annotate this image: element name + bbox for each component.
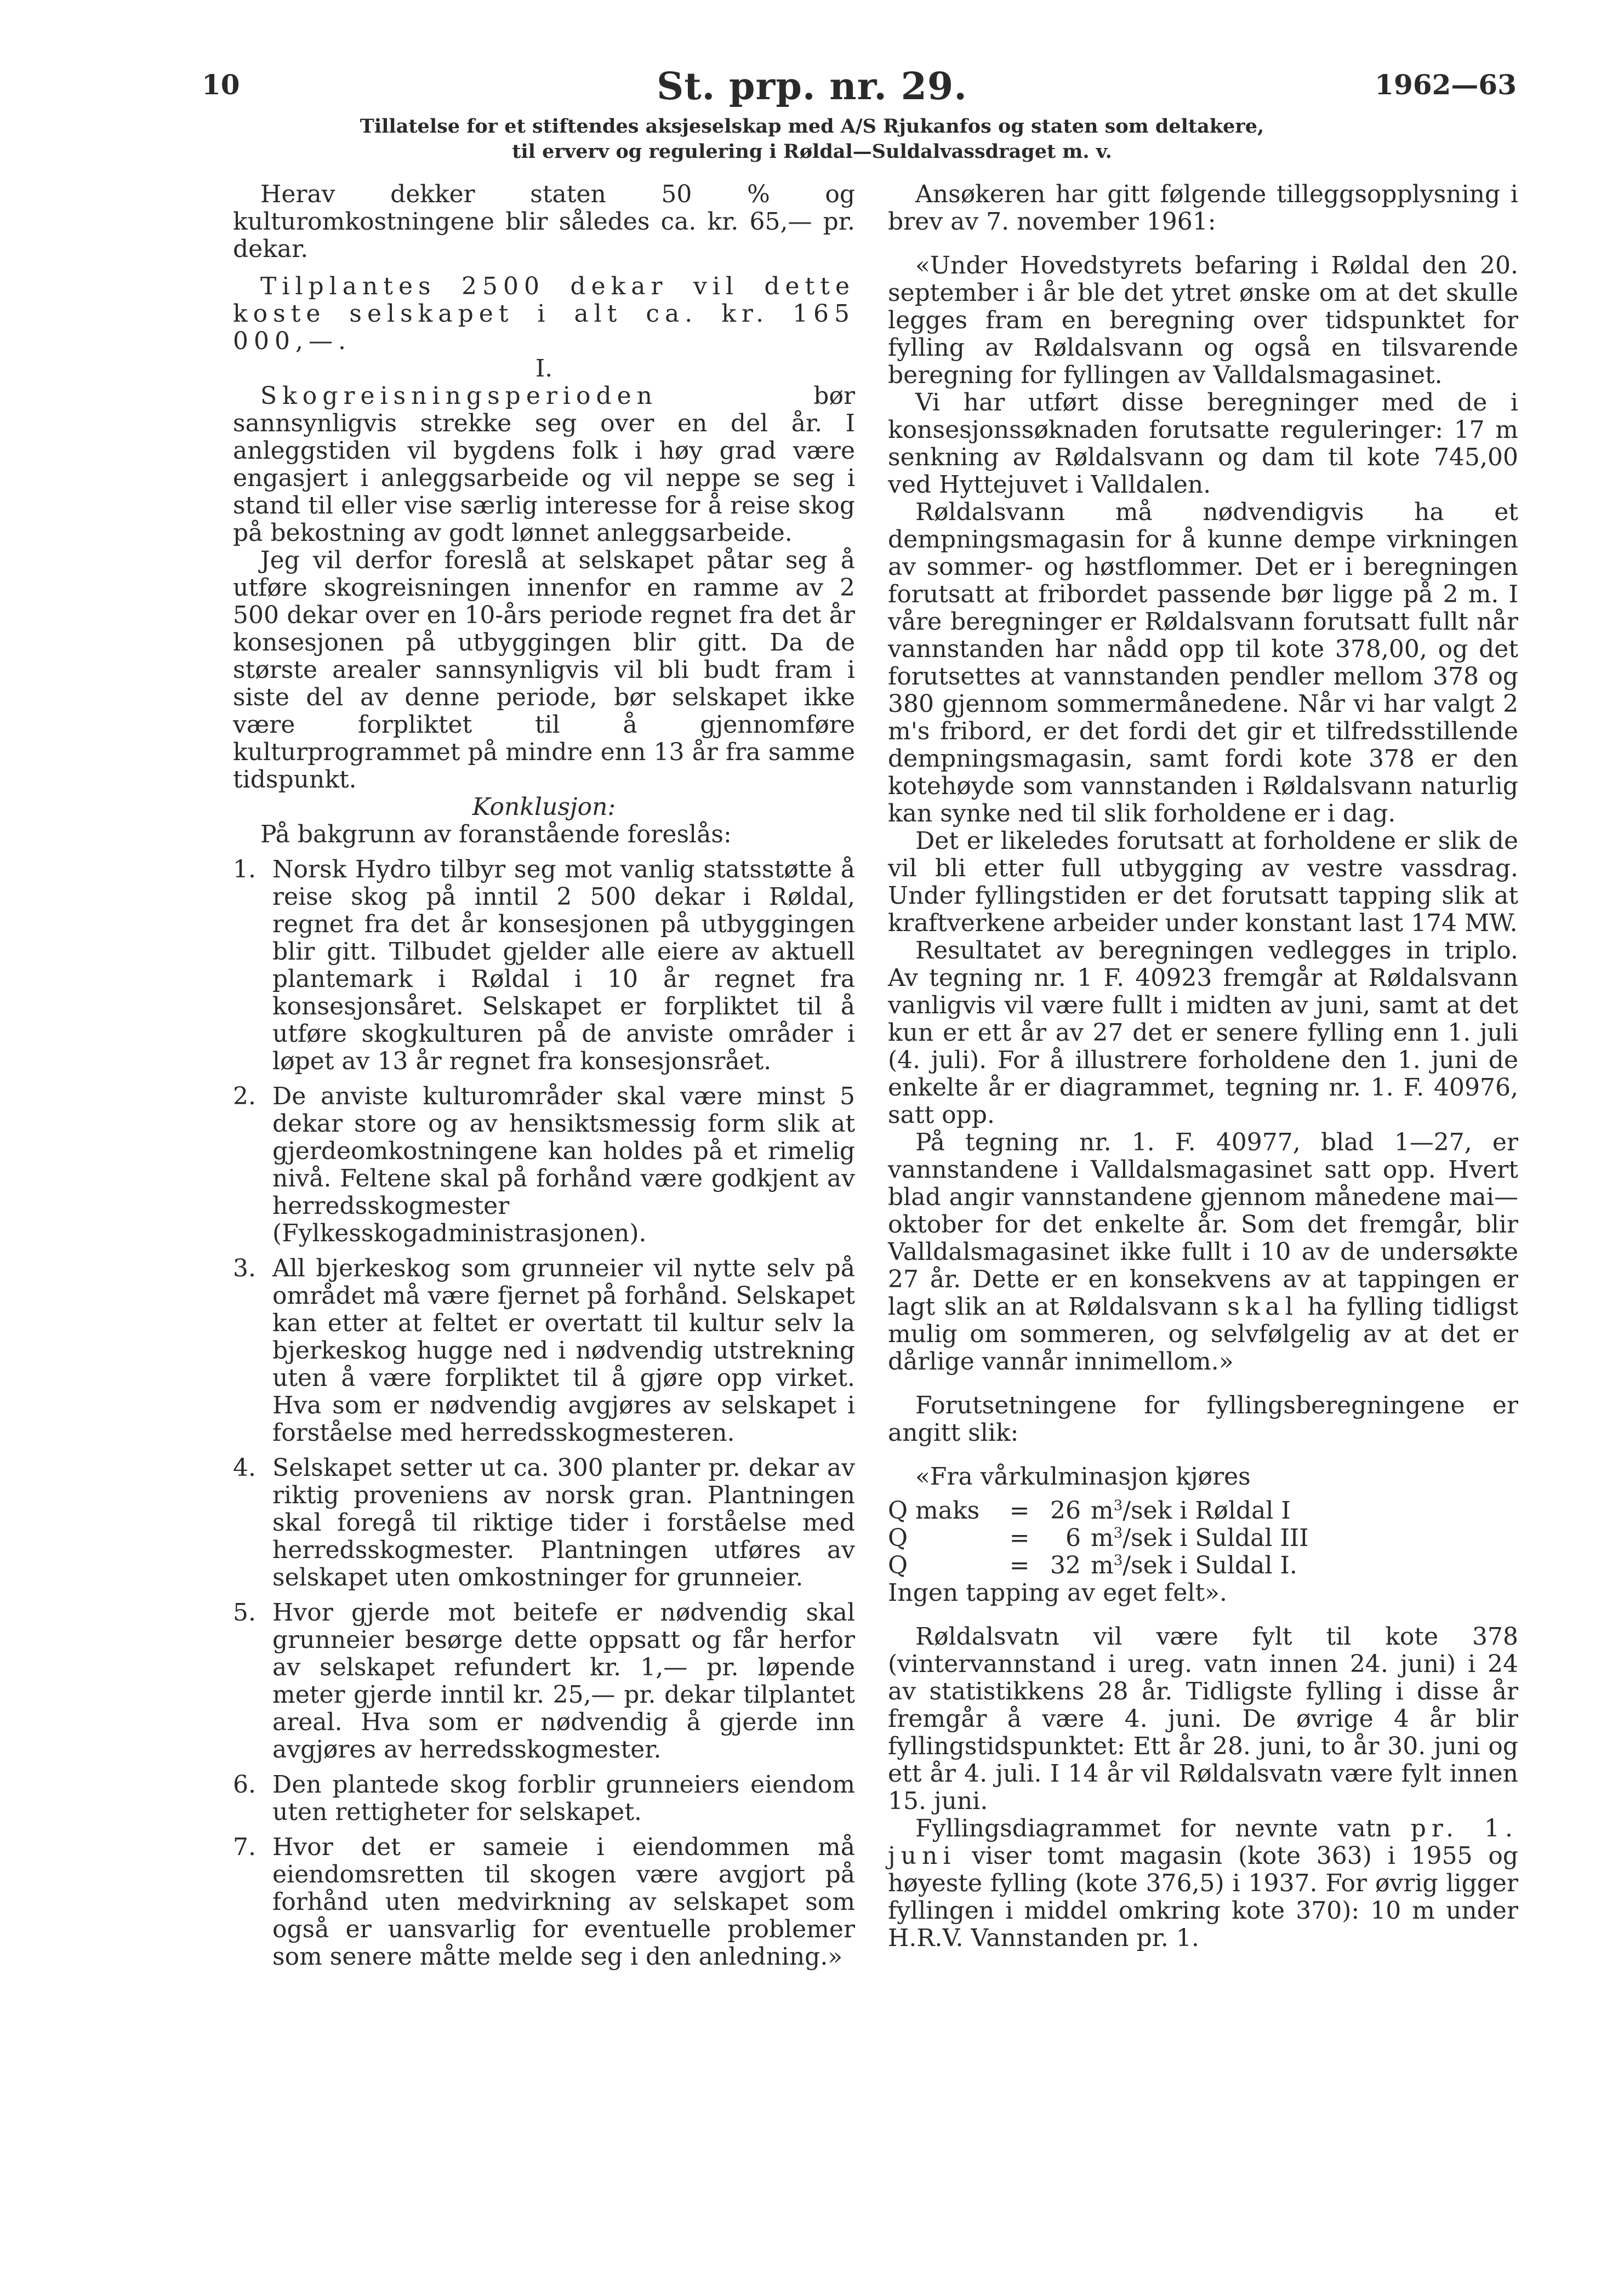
flow-formula-block	[888, 1497, 1518, 1579]
page-number: 10	[202, 69, 240, 101]
formula-row	[888, 1552, 1518, 1579]
formula-exponent: 3	[1113, 1552, 1123, 1569]
formula-equals: =	[1009, 1497, 1030, 1525]
paragraph-cost-share: Herav dekker staten 50 % og kulturomkostningene blir således ca. kr. 65,— pr. dekar.	[233, 180, 855, 263]
formula-equals: =	[1009, 1524, 1030, 1552]
formula-value: 6	[1065, 1524, 1081, 1552]
formula-symbol: Q maks	[888, 1497, 980, 1525]
quote-inspection: «Under Hovedstyrets befaring i Røldal den 20. september i år ble det ytret ønske om at det skulle legges fram en beregning over tidspunktet for fylling av Røldalsvann og også en tilsvarende beregning for fyllingen av Valldalsmagasinet.	[888, 252, 1518, 389]
formula-location: /sek i Røldal I	[1122, 1497, 1291, 1525]
formula-unit: m	[1091, 1551, 1114, 1579]
formula-exponent: 3	[1113, 1497, 1123, 1514]
list-item	[233, 1083, 855, 1247]
conclusion-heading: Konklusjon:	[472, 793, 616, 821]
item-number: 7.	[233, 1833, 256, 1861]
item-number: 1.	[233, 855, 256, 883]
formula-symbol: Q	[888, 1524, 908, 1552]
paragraph-text: bør sannsynligvis strekke seg over en del år. I anleggstiden vil bygdens folk i høy grad være engasjert i anleggsarbeide og vil neppe se seg i stand til eller vise særlig interesse for å reise skog på bekostning av godt lønnet anleggsarbeide.	[233, 382, 855, 547]
formula-location: /sek i Suldal I.	[1122, 1551, 1297, 1579]
list-item	[233, 856, 855, 1075]
subtitle-line-2: til erverv og regulering i Røldal—Suldalvassdraget m. v.	[512, 140, 1112, 163]
item-number: 5.	[233, 1599, 256, 1627]
item-text: Hvor gjerde mot beitefe er nødvendig skal grunneier besørge dette oppsatt og får herfor av selskapet refundert kr. 1,— pr. løpende meter gjerde inntil kr. 25,— pr. dekar tilplantet areal. Hva som er nødvendig å gjerde inn avgjøres av herredsskogmester.	[272, 1599, 855, 1764]
document-subtitle	[0, 114, 1624, 164]
formula-symbol: Q	[888, 1551, 908, 1579]
paragraph-text: Fyllingsdiagrammet for nevnte vatn	[915, 1815, 1411, 1842]
formula-location: /sek i Suldal III	[1122, 1524, 1309, 1552]
item-text: Norsk Hydro tilbyr seg mot vanlig statsstøtte å reise skog på inntil 2 500 dekar i Røldal, regnet fra det år konsesjonen på utbyggingen blir gitt. Tilbudet gjelder alle eiere av aktuell plantemark i Røldal i 10 år regnet fra konsesjonsåret. Selskapet er forpliktet til å utføre skogkulturen på de anviste områder i løpet av 13 år regnet fra konsesjonsrået.	[272, 855, 855, 1075]
paragraph-results: Resultatet av beregningen vedlegges in triplo. Av tegning nr. 1 F. 40923 fremgår at Røldalsvann vanligvis vil være fullt i midten av juni, samt at det kun er ett år av 27 det er senere fylling enn 1. juli (4. juli). For å illustrere forholdene den 1. juni de enkelte år er diagrammet, tegning nr. 1. F. 40976, satt opp.	[888, 937, 1518, 1129]
conclusion-intro: På bakgrunn av foranstående foreslås:	[260, 820, 732, 848]
formula-equals: =	[1009, 1551, 1030, 1579]
document-title: St. prp. nr. 29.	[657, 65, 967, 109]
paragraph-total-cost: Tilplantes 2500 dekar vil dette koste selskapet i alt ca. kr. 165 000,—.	[233, 272, 855, 355]
item-number: 3.	[233, 1254, 256, 1282]
formula-value: 26	[1050, 1497, 1081, 1525]
spaced-emphasis: skal	[1227, 1293, 1298, 1321]
formula-value: 32	[1050, 1551, 1081, 1579]
item-number: 6.	[233, 1771, 256, 1799]
paragraph-text: ha fylling tidligst mulig om sommeren, og selvfølgelig av at det er dårlige vannår innimellom.»	[888, 1293, 1519, 1376]
paragraph-text: På tegning nr. 1. F. 40977, blad 1—27, er vannstandene i Valldalsmagasinet satt opp. Hvert blad angir vannstandene gjennom månedene mai—oktober for det enkelte år. Som det fremgår, blir Valldalsmagasinet ikke fullt i 10 av de undersøkte 27 år. Dette er en konsekvens av at tappingen er lagt slik an at Røldalsvann	[888, 1128, 1518, 1321]
item-text: Hvor det er sameie i eiendommen må eiendomsretten til skogen være avgjort på forhånd uten medvirkning av selskapet som også er uansvarlig for eventuelle problemer som senere måtte melde seg i den anledning.»	[272, 1833, 855, 1971]
right-column	[888, 181, 1518, 1952]
paragraph-text: viser tomt magasin (kote 363) i 1955 og høyeste fylling (kote 376,5) i 1937. For øvrig ligger fyllingen i middel omkring kote 370): 10 m under H.R.V. Vannstanden pr. 1.	[888, 1842, 1518, 1952]
item-number: 2.	[233, 1082, 256, 1110]
session-years: 1962—63	[1375, 69, 1517, 101]
paragraph-filling-diagram	[888, 1815, 1518, 1952]
list-item	[233, 1255, 855, 1447]
paragraph-reforestation-period	[233, 383, 855, 547]
list-item	[233, 1454, 855, 1591]
quote-spring-culmination: «Fra vårkulminasjon kjøres	[915, 1463, 1251, 1491]
list-item	[233, 1771, 855, 1826]
formula-unit: m	[1091, 1524, 1114, 1552]
formula-row	[888, 1525, 1518, 1552]
section-number: I.	[535, 355, 553, 383]
paragraph-proposal: Jeg vil derfor foreslå at selskapet påtar seg å utføre skogreisningen innenfor en ramme av 2 500 dekar over en 10-års periode regnet fra det år konsesjonen på utbyggingen blir gitt. Da de største arealer sannsynligvis vil bli budt fram i siste del av denne periode, bør selskapet ikke være forpliktet til å gjennomføre kulturprogrammet på mindre enn 13 år fra samme tidspunkt.	[233, 546, 855, 794]
paragraph-applicant-info: Ansøkeren har gitt følgende tilleggsopplysning i brev av 7. november 1961:	[888, 180, 1518, 236]
paragraph-premises: Forutsetningene for fyllingsberegningene er angitt slik:	[888, 1391, 1518, 1447]
item-text: Den plantede skog forblir grunneiers eiendom uten rettigheter for selskapet.	[272, 1771, 855, 1826]
formula-exponent: 3	[1113, 1525, 1123, 1542]
spaced-emphasis: pr. 1. juni	[888, 1815, 1518, 1870]
paragraph-damping-reservoir: Røldalsvann må nødvendigvis ha et dempningsmagasin for å kunne dempe virkningen av sommer- og høstflommer. Det er i beregningen forutsatt at fribordet passende bør ligge på 2 m. I våre beregninger er Røldalsvann forutsatt fullt når vannstanden har nådd opp til kote 378,00, og det forutsettes at vannstanden pendler mellom 378 og 380 gjennom sommermånedene. Når vi har valgt 2 m's fribord, er det fordi det gir et tilfredsstillende dempningsmagasin, samt fordi kote 378 er den kotehøyde som vannstanden i Røldalsvann naturlig kan synke ned til slik forholdene er i dag.	[888, 498, 1518, 828]
quote-no-tapping: Ingen tapping av eget felt».	[888, 1579, 1228, 1607]
item-text: All bjerkeskog som grunneier vil nytte selv på området må være fjernet på forhånd. Selskapet kan etter at feltet er overtatt til kultur selv la bjerkeskog hugge ned i nødvendig utstrekning uten å være forpliktet til å gjøre opp virket. Hva som er nødvendig avgjøres av selskapet i forståelse med herredsskogmesteren.	[272, 1254, 855, 1447]
paragraph-filling-stats: Røldalsvatn vil være fylt til kote 378 (vintervannstand i ureg. vatn innen 24. juni) i 24 av statistikkens 28 år. Tidligste fylling i disse år fremgår å være 4. juni. De øvrige 4 år blir fyllingstidspunktet: Ett år 28. juni, to år 30. juni og ett år 4. juli. I 14 år vil Røldalsvatn være fylt innen 15. juni.	[888, 1623, 1518, 1815]
item-text: Selskapet setter ut ca. 300 planter pr. dekar av riktig proveniens av norsk gran. Plantningen skal foregå til riktige tider i forståelse med herredsskogmester. Plantningen utføres av selskapet uten omkostninger for grunneier.	[272, 1454, 855, 1591]
item-number: 4.	[233, 1454, 256, 1482]
spaced-emphasis: Skogreisningsperioden	[260, 382, 658, 410]
list-item	[233, 1834, 855, 1971]
formula-unit: m	[1091, 1497, 1114, 1525]
item-text: De anviste kulturområder skal være minst 5 dekar store og av hensiktsmessig form slik at gjerdeomkostningene kan holdes på et rimelig nivå. Feltene skal på forhånd være godkjent av herredsskogmester (Fylkesskogadministrasjonen).	[272, 1082, 855, 1247]
subtitle-line-1: Tillatelse for et stiftendes aksjeselskap med A/S Rjukanfos og staten som deltakere,	[360, 115, 1264, 138]
paragraph-assumptions: Det er likeledes forutsatt at forholdene er slik de vil bli etter full utbygging av vestre vassdrag. Under fyllingstiden er det forutsatt tapping slik at kraftverkene arbeider under konstant last 174 MW.	[888, 827, 1518, 937]
paragraph-calculations: Vi har utført disse beregninger med de i konsesjonssøknaden forutsatte reguleringer: 17 m senkning av Røldalsvann og dam til kote 745,00 ved Hyttejuvet i Valldalen.	[888, 389, 1518, 499]
conclusion-list	[233, 856, 855, 1971]
left-column	[233, 181, 855, 1971]
formula-row	[888, 1497, 1518, 1525]
list-item	[233, 1599, 855, 1764]
paragraph-valldal-levels	[888, 1129, 1518, 1376]
